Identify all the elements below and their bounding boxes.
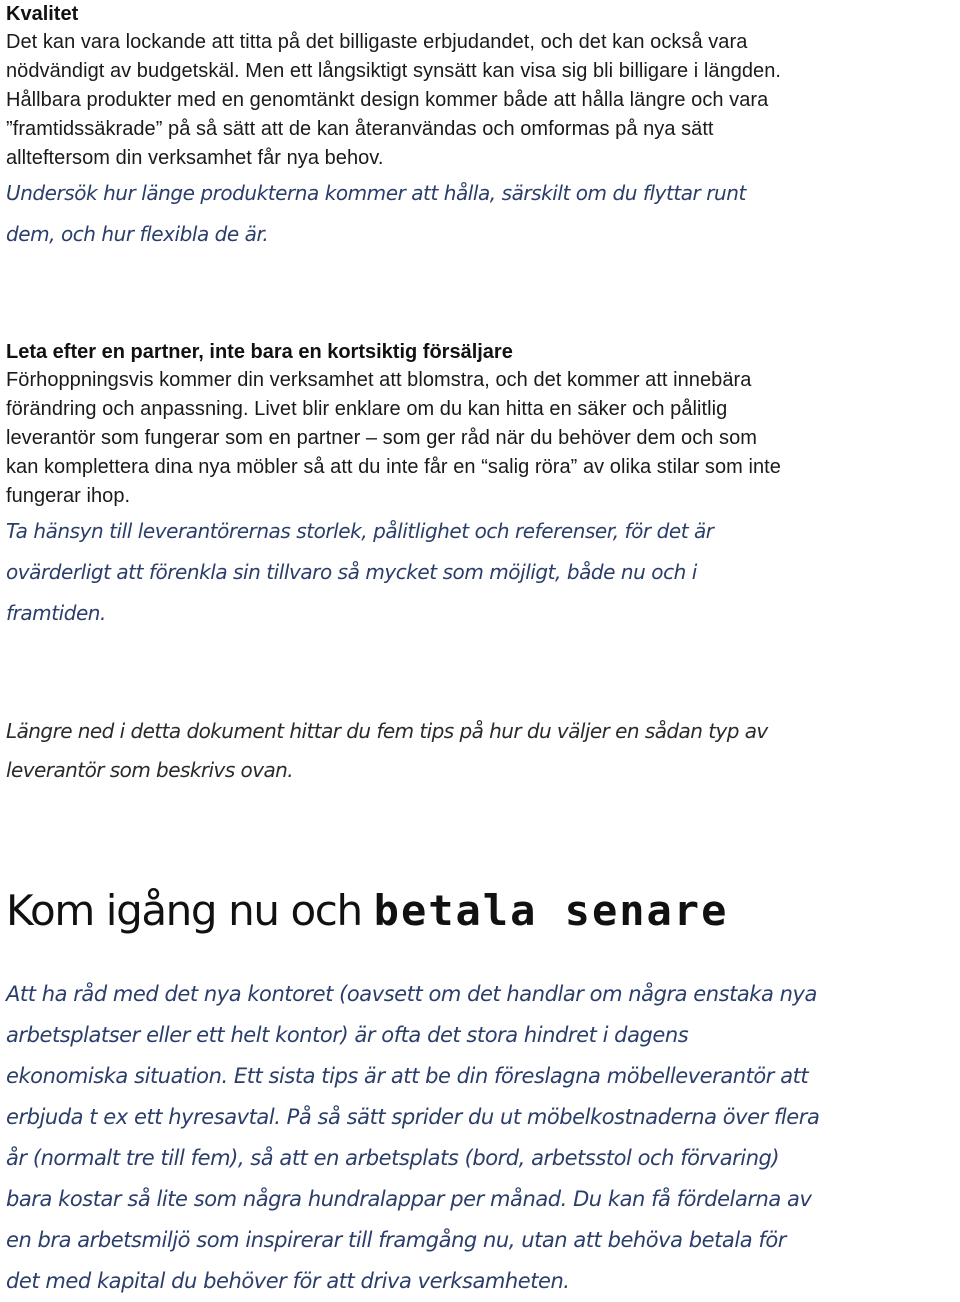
quality-heading: Kvalitet — [6, 3, 79, 25]
partner-note-line: ovärderligt att förenkla sin tillvaro så mycket som möjligt, både nu och i — [6, 560, 697, 584]
partner-note-line: framtiden. — [6, 601, 106, 625]
quality-note-line: dem, och hur flexibla de är. — [6, 222, 269, 246]
quality-note — [6, 173, 954, 255]
partner-body-line: fungerar ihop. — [6, 485, 131, 507]
tips-intro-section — [6, 712, 954, 790]
partner-heading: Leta efter en partner, inte bara en kortsiktig försäljare — [6, 341, 513, 363]
pay-later-body-line: Att ha råd med det nya kontoret (oavsett om det handlar om några enstaka nya — [6, 982, 817, 1006]
quality-note-line: Undersök hur länge produkterna kommer att hålla, särskilt om du flyttar runt — [6, 181, 746, 205]
quality-body — [6, 28, 954, 173]
pay-later-body-line: ekonomiska situation. Ett sista tips är att be din föreslagna möbelleverantör att — [6, 1064, 809, 1088]
pay-later-title-part2: betala senare — [373, 886, 729, 935]
pay-later-body — [6, 974, 954, 1302]
pay-later-body-line: erbjuda t ex ett hyresavtal. På så sätt sprider du ut möbelkostnaderna över flera — [6, 1105, 820, 1129]
tips-intro-line: Längre ned i detta dokument hittar du fem tips på hur du väljer en sådan typ av — [6, 719, 768, 743]
tips-intro-text — [6, 712, 954, 790]
quality-body-line: Hållbara produkter med en genomtänkt design kommer både att hålla längre och vara — [6, 89, 769, 111]
partner-body-line: förändring och anpassning. Livet blir enklare om du kan hitta en säker och pålitlig — [6, 398, 728, 420]
pay-later-section — [6, 886, 954, 937]
quality-body-line: ”framtidssäkrade” på så sätt att de kan återanvändas och omformas på nya sätt — [6, 118, 714, 140]
partner-body-line: kan komplettera dina nya möbler så att du inte får en “salig röra” av olika stilar som inte — [6, 456, 781, 478]
quality-body-line: nödvändigt av budgetskäl. Men ett långsiktigt synsätt kan visa sig bli billigare i längden. — [6, 60, 781, 82]
partner-note — [6, 511, 954, 634]
pay-later-body-line: bara kostar så lite som några hundralappar per månad. Du kan få fördelarna av — [6, 1187, 812, 1211]
partner-section — [6, 338, 954, 634]
pay-later-body-line: år (normalt tre till fem), så att en arbetsplats (bord, arbetsstol och förvaring) — [6, 1146, 780, 1170]
pay-later-title — [6, 886, 954, 937]
partner-body-line: Förhoppningsvis kommer din verksamhet att blomstra, och det kommer att innebära — [6, 369, 752, 391]
partner-body — [6, 366, 954, 511]
pay-later-body-line: arbetsplatser eller ett helt kontor) är ofta det stora hindret i dagens — [6, 1023, 689, 1047]
pay-later-body-line: en bra arbetsmiljö som inspirerar till framgång nu, utan att behöva betala för — [6, 1228, 786, 1252]
tips-intro-line: leverantör som beskrivs ovan. — [6, 758, 294, 782]
quality-body-line: allteftersom din verksamhet får nya behov. — [6, 147, 384, 169]
pay-later-body-line: det med kapital du behöver för att driva verksamheten. — [6, 1269, 570, 1293]
partner-body-line: leverantör som fungerar som en partner – som ger råd när du behöver dem och som — [6, 427, 757, 449]
pay-later-body-section — [6, 974, 954, 1302]
quality-body-line: Det kan vara lockande att titta på det billigaste erbjudandet, och det kan också vara — [6, 31, 748, 53]
pay-later-title-part1: Kom igång nu och — [6, 886, 374, 935]
quality-section — [6, 0, 954, 255]
partner-note-line: Ta hänsyn till leverantörernas storlek, pålitlighet och referenser, för det är — [6, 519, 714, 543]
